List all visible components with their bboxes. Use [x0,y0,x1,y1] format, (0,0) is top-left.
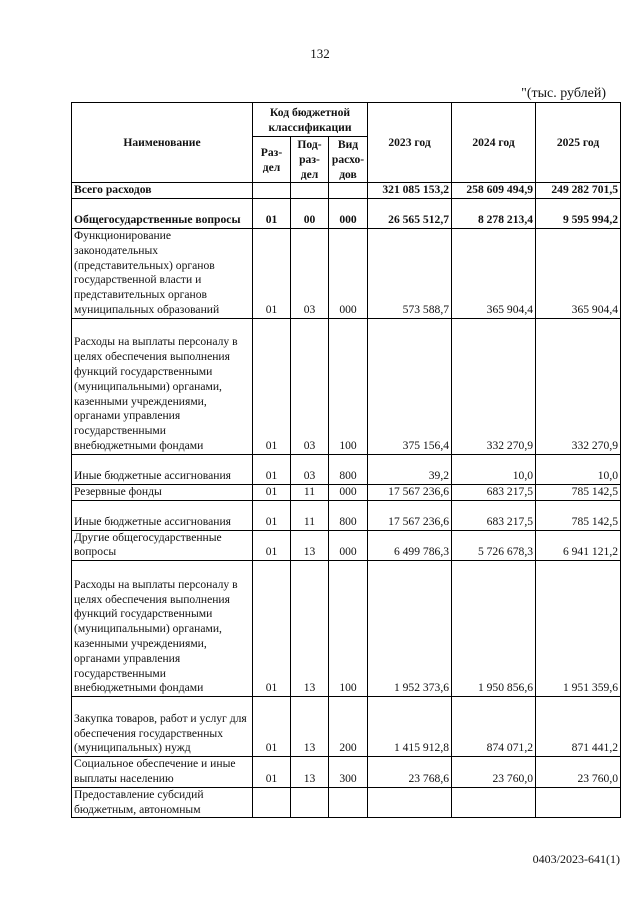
table-row [72,228,621,318]
header-podrazdel: Под- раз- дел [291,137,329,183]
row-name: Социальное обеспечение и иные выплаты населению [72,757,253,788]
row-podrazdel: 11 [291,484,329,500]
row-podrazdel: 13 [291,697,329,757]
row-value-2023: 39,2 [368,454,452,484]
row-name: Всего расходов [72,183,253,199]
table-row [72,318,621,454]
row-vid: 000 [329,228,368,318]
row-podrazdel: 13 [291,757,329,788]
row-value-2025: 785 142,5 [536,484,621,500]
row-razdel: 01 [253,530,291,561]
row-name: Предоставление субсидий бюджетным, автономным [72,787,253,818]
row-value-2024 [452,787,536,818]
document-code: 0403/2023-641(1) [532,852,620,866]
row-value-2024: 365 904,4 [452,228,536,318]
row-razdel: 01 [253,228,291,318]
row-vid: 100 [329,561,368,697]
row-razdel: 01 [253,561,291,697]
row-value-2025: 23 760,0 [536,757,621,788]
table-row [72,697,621,757]
header-name: Наименование [72,103,253,183]
row-value-2023: 17 567 236,6 [368,484,452,500]
header-razdel: Раз- дел [253,137,291,183]
header-vid: Вид расхо- дов [329,137,368,183]
row-razdel [253,787,291,818]
row-razdel: 01 [253,318,291,454]
row-name: Общегосударственные вопросы [72,198,253,228]
row-vid: 800 [329,500,368,530]
table-row [72,530,621,561]
row-value-2023: 17 567 236,6 [368,500,452,530]
table-row [72,561,621,697]
row-name: Закупка товаров, работ и услуг для обеспечения государственных (муниципальных) нужд [72,697,253,757]
row-podrazdel: 11 [291,500,329,530]
row-value-2025: 10,0 [536,454,621,484]
row-value-2024: 874 071,2 [452,697,536,757]
row-value-2023 [368,787,452,818]
row-value-2024: 683 217,5 [452,500,536,530]
row-value-2023: 26 565 512,7 [368,198,452,228]
row-vid [329,787,368,818]
row-vid: 200 [329,697,368,757]
row-value-2025: 6 941 121,2 [536,530,621,561]
row-name: Расходы на выплаты персоналу в целях обеспечения выполнения функций государственными (муниципальными) органами, казенными учреждениями, органами управления государственными внебюджетными фондами [72,318,253,454]
row-name: Резервные фонды [72,484,253,500]
row-name: Расходы на выплаты персоналу в целях обеспечения выполнения функций государственными (муниципальными) органами, казенными учреждениями, органами управления государственными внебюджетными фондами [72,561,253,697]
row-name: Другие общегосударственные вопросы [72,530,253,561]
page-number: 132 [310,46,330,61]
row-value-2023: 573 588,7 [368,228,452,318]
row-podrazdel [291,787,329,818]
row-value-2024: 683 217,5 [452,484,536,500]
row-razdel [253,183,291,199]
row-vid: 000 [329,484,368,500]
row-podrazdel: 03 [291,318,329,454]
row-podrazdel: 00 [291,198,329,228]
row-podrazdel: 13 [291,530,329,561]
row-vid: 000 [329,198,368,228]
table-row [72,454,621,484]
row-razdel: 01 [253,757,291,788]
row-vid: 000 [329,530,368,561]
row-value-2024: 8 278 213,4 [452,198,536,228]
row-name: Иные бюджетные ассигнования [72,454,253,484]
table-row [72,500,621,530]
row-razdel: 01 [253,484,291,500]
row-value-2023: 1 415 912,8 [368,697,452,757]
header-2024: 2024 год [452,103,536,183]
row-value-2024: 10,0 [452,454,536,484]
row-vid: 300 [329,757,368,788]
row-value-2025: 9 595 994,2 [536,198,621,228]
header-classification: Код бюджетной классификации [253,103,368,137]
row-vid: 100 [329,318,368,454]
row-value-2025: 1 951 359,6 [536,561,621,697]
table-row [72,183,621,199]
row-value-2023: 23 768,6 [368,757,452,788]
row-value-2025: 785 142,5 [536,500,621,530]
table-row [72,787,621,818]
row-value-2024: 332 270,9 [452,318,536,454]
budget-table [71,102,621,818]
header-2023: 2023 год [368,103,452,183]
row-podrazdel: 03 [291,228,329,318]
table-row [72,484,621,500]
row-value-2024: 258 609 494,9 [452,183,536,199]
row-value-2025: 332 270,9 [536,318,621,454]
header-2025: 2025 год [536,103,621,183]
row-value-2023: 1 952 373,6 [368,561,452,697]
row-razdel: 01 [253,454,291,484]
row-value-2024: 23 760,0 [452,757,536,788]
row-value-2025: 871 441,2 [536,697,621,757]
row-value-2023: 375 156,4 [368,318,452,454]
row-value-2025: 249 282 701,5 [536,183,621,199]
row-podrazdel: 03 [291,454,329,484]
units-label: "(тыс. рублей) [521,86,606,101]
row-razdel: 01 [253,500,291,530]
row-razdel: 01 [253,697,291,757]
row-value-2023: 321 085 153,2 [368,183,452,199]
row-razdel: 01 [253,198,291,228]
row-name: Иные бюджетные ассигнования [72,500,253,530]
row-podrazdel [291,183,329,199]
table-row [72,757,621,788]
row-value-2024: 5 726 678,3 [452,530,536,561]
row-value-2023: 6 499 786,3 [368,530,452,561]
row-vid: 800 [329,454,368,484]
row-value-2025 [536,787,621,818]
row-value-2024: 1 950 856,6 [452,561,536,697]
row-vid [329,183,368,199]
row-name: Функционирование законодательных (представительных) органов государственной власти и представительных органов муниципальных образований [72,228,253,318]
row-value-2025: 365 904,4 [536,228,621,318]
table-row [72,198,621,228]
row-podrazdel: 13 [291,561,329,697]
